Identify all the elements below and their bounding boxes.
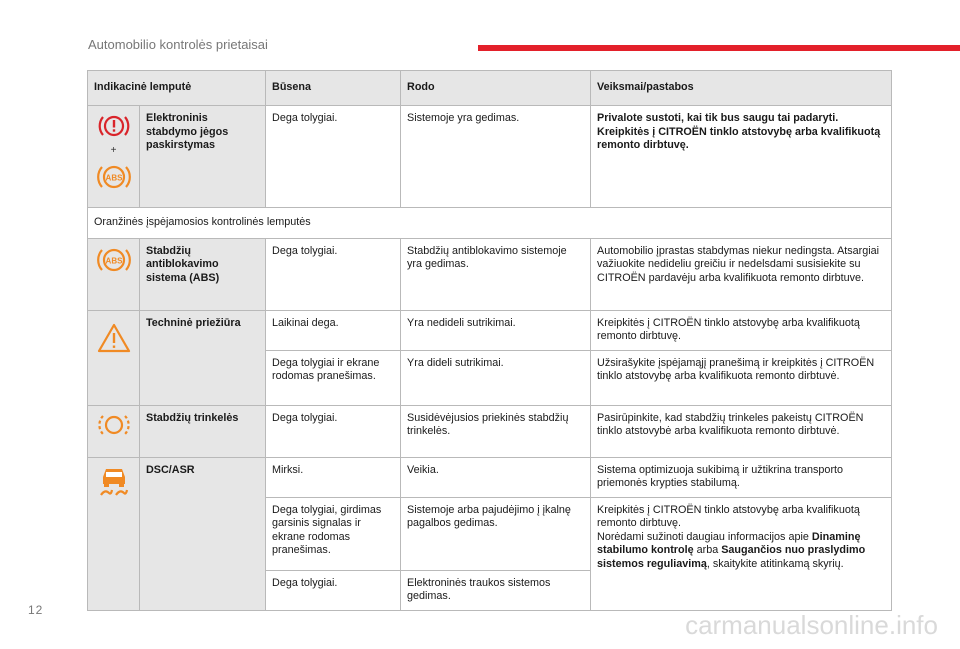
warning-triangle-icon [88, 323, 139, 353]
table-row [88, 238, 892, 310]
light-name: DSC/ASR [140, 457, 266, 610]
light-name: Elektroninis stabdymo jėgos paskirstymas [140, 106, 266, 208]
svg-text:ABS: ABS [105, 173, 122, 182]
state-cell: Dega tolygiai. [266, 405, 401, 457]
brake-warning-icon [88, 112, 139, 140]
warning-lights-table [87, 70, 892, 611]
action-text: Kreipkitės į CITROËN tinklo atstovybę arba kvalifikuotą remonto dirbtuvę. [597, 503, 860, 529]
shows-cell: Sistemoje yra gedimas. [401, 106, 591, 208]
action-cell: Automobilio įprastas stabdymas niekur nedingsta. Atsargiai važiuokite nedideliu greičiu ir nedelsdami susisiekite su CITROËN pardavėju arba kvalifikuota remonto dirbtuve. [591, 238, 892, 310]
shows-cell: Stabdžių antiblokavimo sistemoje yra gedimas. [401, 238, 591, 310]
state-cell: Mirksi. [266, 457, 401, 497]
plus-sign: + [110, 145, 117, 156]
table-row [88, 310, 892, 350]
icon-cell [88, 457, 140, 610]
column-header: Būsena [266, 71, 401, 106]
action-bold-text: Dinaminę stabilumo kontrolę [597, 530, 861, 556]
page-header-title: Automobilio kontrolės prietaisai [88, 37, 268, 52]
watermark: carmanualsonline.info [685, 610, 938, 640]
table-row [88, 405, 892, 457]
light-name: Techninė priežiūra [140, 310, 266, 405]
shows-cell: Veikia. [401, 457, 591, 497]
action-cell [591, 497, 892, 610]
column-header: Veiksmai/pastabos [591, 71, 892, 106]
section-title: Oranžinės įspėjamosios kontrolinės lemputės [88, 208, 892, 239]
icon-cell [88, 405, 140, 457]
shows-cell: Elektroninės traukos sistemos gedimas. [401, 570, 591, 610]
action-cell: Privalote sustoti, kai tik bus saugu tai padaryti. Kreipkitės į CITROËN tinklo atstovybę arba kvalifikuotą remonto dirbtuvę. [591, 106, 892, 208]
icon-cell [88, 310, 140, 405]
column-header: Indikacinė lemputė [88, 71, 266, 106]
svg-text:ABS: ABS [105, 256, 122, 265]
state-cell: Dega tolygiai. [266, 106, 401, 208]
state-cell: Laikinai dega. [266, 310, 401, 350]
action-text: , skaitykite atitinkamą skyrių. [706, 557, 844, 570]
table-row [88, 457, 892, 497]
action-cell: Užsirašykite įspėjamąjį pranešimą ir kreipkitės į CITROËN tinklo atstovybę arba kvalifikuota remonto dirbtuvė. [591, 350, 892, 405]
header-accent-bar [478, 45, 960, 51]
light-name: Stabdžių antiblokavimo sistema (ABS) [140, 238, 266, 310]
action-cell: Sistema optimizuoja sukibimą ir užtikrina transporto priemonės krypties stabilumą. [591, 457, 892, 497]
state-cell: Dega tolygiai ir ekrane rodomas pranešimas. [266, 350, 401, 405]
state-cell: Dega tolygiai. [266, 570, 401, 610]
action-cell: Pasirūpinkite, kad stabdžių trinkeles pakeistų CITROËN tinklo atstovybė arba kvalifikuota remonto dirbtuvė. [591, 405, 892, 457]
abs-icon [88, 245, 139, 275]
action-bold-text: Saugančios nuo praslydimo sistemos reguliavimą [597, 544, 866, 570]
stability-control-icon [88, 464, 139, 498]
page-number: 12 [28, 603, 44, 617]
shows-cell: Susidėvėjusios priekinės stabdžių trinkelės. [401, 405, 591, 457]
table-row [88, 106, 892, 208]
action-text: Norėdami sužinoti daugiau informacijos apie [597, 530, 812, 543]
light-name: Stabdžių trinkelės [140, 405, 266, 457]
icon-cell [88, 238, 140, 310]
section-row [88, 208, 892, 239]
action-cell: Kreipkitės į CITROËN tinklo atstovybę arba kvalifikuotą remonto dirbtuvę. [591, 310, 892, 350]
brake-pads-icon [88, 412, 139, 438]
shows-cell: Yra dideli sutrikimai. [401, 350, 591, 405]
action-text: arba [693, 544, 722, 556]
abs-icon [88, 162, 139, 192]
column-header: Rodo [401, 71, 591, 106]
shows-cell: Yra nedideli sutrikimai. [401, 310, 591, 350]
state-cell: Dega tolygiai, girdimas garsinis signalas ir ekrane rodomas pranešimas. [266, 497, 401, 570]
state-cell: Dega tolygiai. [266, 238, 401, 310]
table-header-row [88, 71, 892, 106]
shows-cell: Sistemoje arba pajudėjimo į įkalnę pagalbos gedimas. [401, 497, 591, 570]
icon-cell [88, 106, 140, 208]
